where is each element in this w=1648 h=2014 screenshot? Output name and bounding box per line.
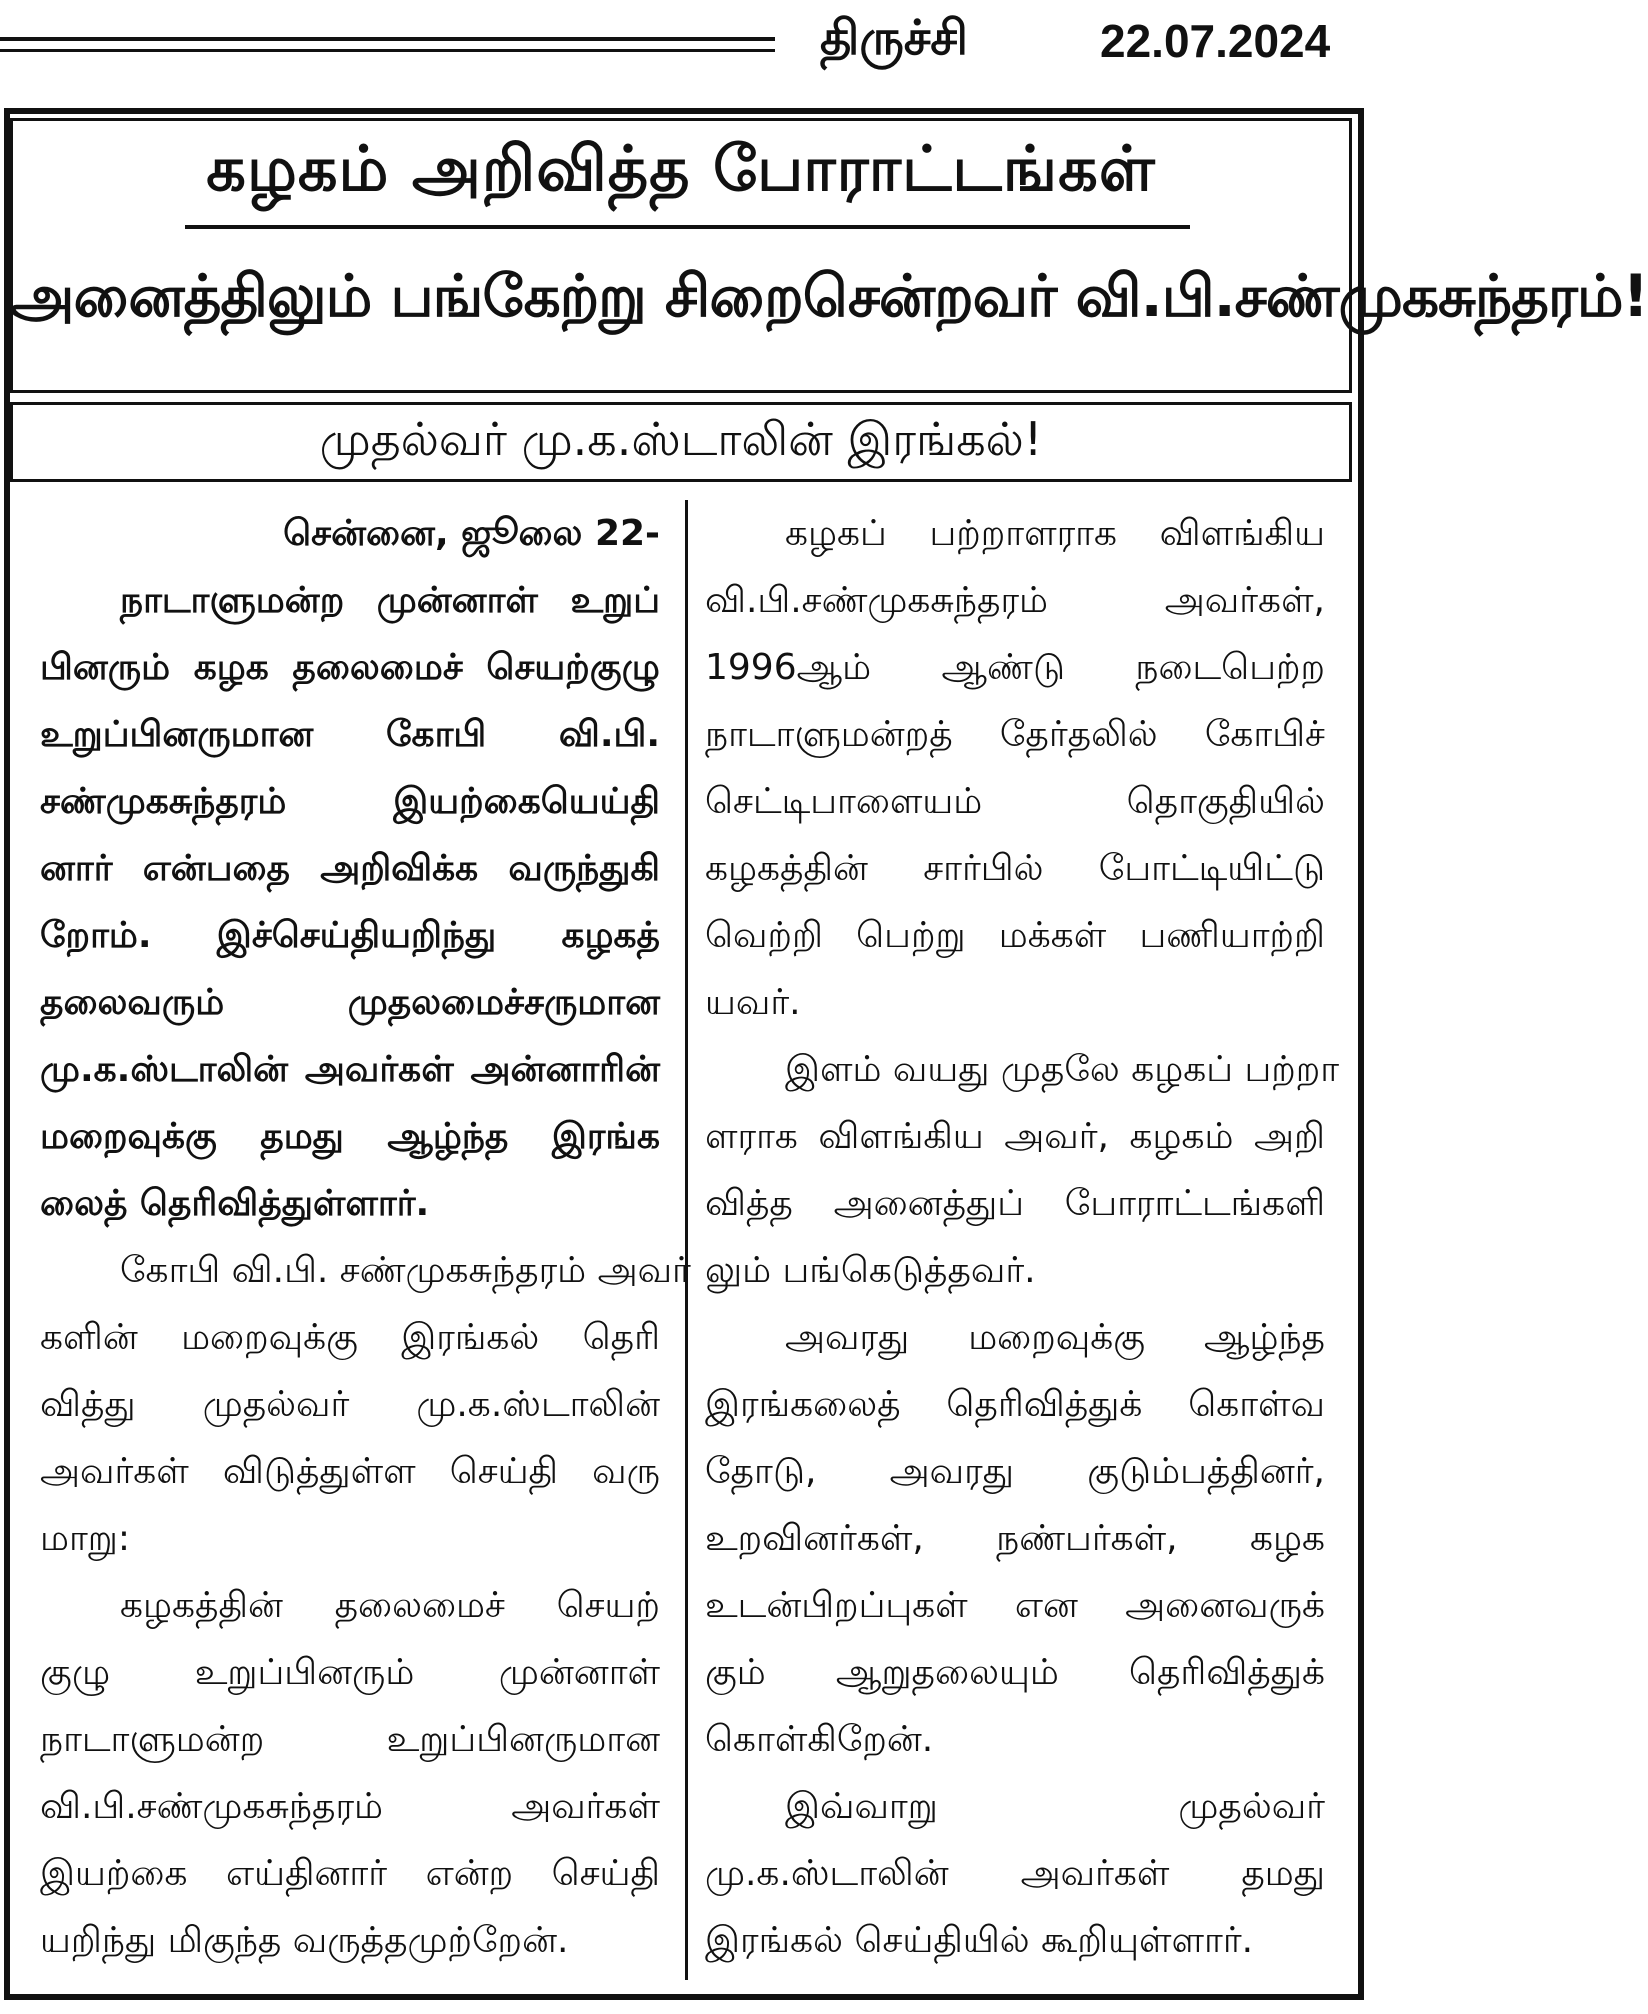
text-line: வித்த அனைத்துப் போராட்டங்களி bbox=[705, 1183, 1325, 1224]
text-line: கோபி வி.பி. சண்முகசுந்தரம் அவர் bbox=[120, 1250, 691, 1291]
text-line: இரங்கலைத் தெரிவித்துக் கொள்வ bbox=[705, 1384, 1325, 1425]
edition-date: 22.07.2024 bbox=[1100, 15, 1331, 67]
edition-city: திருச்சி bbox=[820, 10, 968, 66]
text-line: கும் ஆறுதலையும் தெரிவித்துக் bbox=[705, 1652, 1325, 1693]
text-line: நாடாளுமன்ற முன்னாள் உறுப் bbox=[120, 580, 660, 621]
text-line: லும் பங்கெடுத்தவர். bbox=[705, 1250, 1036, 1291]
right-column bbox=[705, 500, 1340, 1974]
text-line: இளம் வயது முதலே கழகப் பற்றா bbox=[785, 1049, 1340, 1090]
text-line: அவரது மறைவுக்கு ஆழ்ந்த bbox=[785, 1317, 1325, 1358]
text-line: லைத் தெரிவித்துள்ளார். bbox=[40, 1183, 430, 1224]
text-line: நாடாளுமன்றத் தேர்தலில் கோபிச் bbox=[705, 714, 1325, 755]
left-column bbox=[40, 500, 691, 1974]
text-line: மு.க.ஸ்டாலின் அவர்கள் அன்னாரின் bbox=[40, 1049, 660, 1090]
text-line: இயற்கை எய்தினார் என்ற செய்தி bbox=[40, 1853, 660, 1894]
text-line: யறிந்து மிகுந்த வருத்தமுற்றேன். bbox=[40, 1920, 569, 1961]
text-line: வி.பி.சண்முகசுந்தரம் அவர்கள், bbox=[705, 580, 1325, 621]
text-line: சண்முகசுந்தரம் இயற்கையெய்தி bbox=[40, 781, 660, 822]
headline-underline bbox=[185, 225, 1190, 229]
text-line: னார் என்பதை அறிவிக்க வருந்துகி bbox=[40, 848, 660, 889]
text-line: செட்டிபாளையம் தொகுதியில் bbox=[705, 781, 1325, 822]
text-line: உறவினர்கள், நண்பர்கள், கழக bbox=[705, 1518, 1325, 1559]
text-line: குழு உறுப்பினரும் முன்னாள் bbox=[40, 1652, 660, 1693]
text-line: யவர். bbox=[705, 982, 801, 1023]
text-line: மாறு: bbox=[40, 1518, 130, 1559]
text-line: தோடு, அவரது குடும்பத்தினர், bbox=[705, 1451, 1325, 1492]
text-line: றோம். இச்செய்தியறிந்து கழகத் bbox=[40, 915, 660, 956]
text-line: 1996ஆம் ஆண்டு நடைபெற்ற bbox=[705, 647, 1325, 688]
text-line: உடன்பிறப்புகள் என அனைவருக் bbox=[705, 1585, 1325, 1626]
dateline: சென்னை, ஜூலை 22- bbox=[283, 513, 660, 554]
text-line: இரங்கல் செய்தியில் கூறியுள்ளார். bbox=[705, 1920, 1254, 1961]
header-rule-bottom bbox=[0, 49, 775, 52]
text-line: கழகத்தின் தலைமைச் செயற் bbox=[120, 1585, 660, 1626]
text-line: கழகத்தின் சார்பில் போட்டியிட்டு bbox=[705, 848, 1325, 889]
subheadline: முதல்வர் மு.க.ஸ்டாலின் இரங்கல்! bbox=[319, 412, 1043, 466]
text-line: உறுப்பினருமான கோபி வி.பி. bbox=[40, 714, 660, 755]
text-line: நாடாளுமன்ற உறுப்பினருமான bbox=[40, 1719, 660, 1760]
text-line: ளராக விளங்கிய அவர், கழகம் அறி bbox=[705, 1116, 1325, 1157]
text-line: வித்து முதல்வர் மு.க.ஸ்டாலின் bbox=[40, 1384, 660, 1425]
headline-line-2: அனைத்திலும் பங்கேற்று சிறைசென்றவர் வி.பி.சண்முகசுந்தரம்! bbox=[10, 262, 1648, 330]
text-line: அவர்கள் விடுத்துள்ள செய்தி வரு bbox=[40, 1451, 660, 1492]
text-line: களின் மறைவுக்கு இரங்கல் தெரி bbox=[40, 1317, 660, 1358]
text-line: மு.க.ஸ்டாலின் அவர்கள் தமது bbox=[705, 1853, 1325, 1894]
header-rule-top bbox=[0, 37, 775, 41]
text-line: பினரும் கழக தலைமைச் செயற்குழு bbox=[40, 647, 660, 688]
text-line: தலைவரும் முதலமைச்சருமான bbox=[40, 982, 660, 1023]
text-line: மறைவுக்கு தமது ஆழ்ந்த இரங்க bbox=[40, 1116, 660, 1157]
text-line: வெற்றி பெற்று மக்கள் பணியாற்றி bbox=[705, 915, 1325, 956]
text-line: கொள்கிறேன். bbox=[705, 1719, 934, 1760]
text-line: வி.பி.சண்முகசுந்தரம் அவர்கள் bbox=[40, 1786, 660, 1827]
text-line: கழகப் பற்றாளராக விளங்கிய bbox=[785, 513, 1325, 554]
headline-line-1: கழகம் அறிவித்த போராட்டங்கள் bbox=[206, 132, 1156, 205]
text-line: இவ்வாறு முதல்வர் bbox=[785, 1786, 1325, 1827]
page-header bbox=[0, 0, 1378, 100]
